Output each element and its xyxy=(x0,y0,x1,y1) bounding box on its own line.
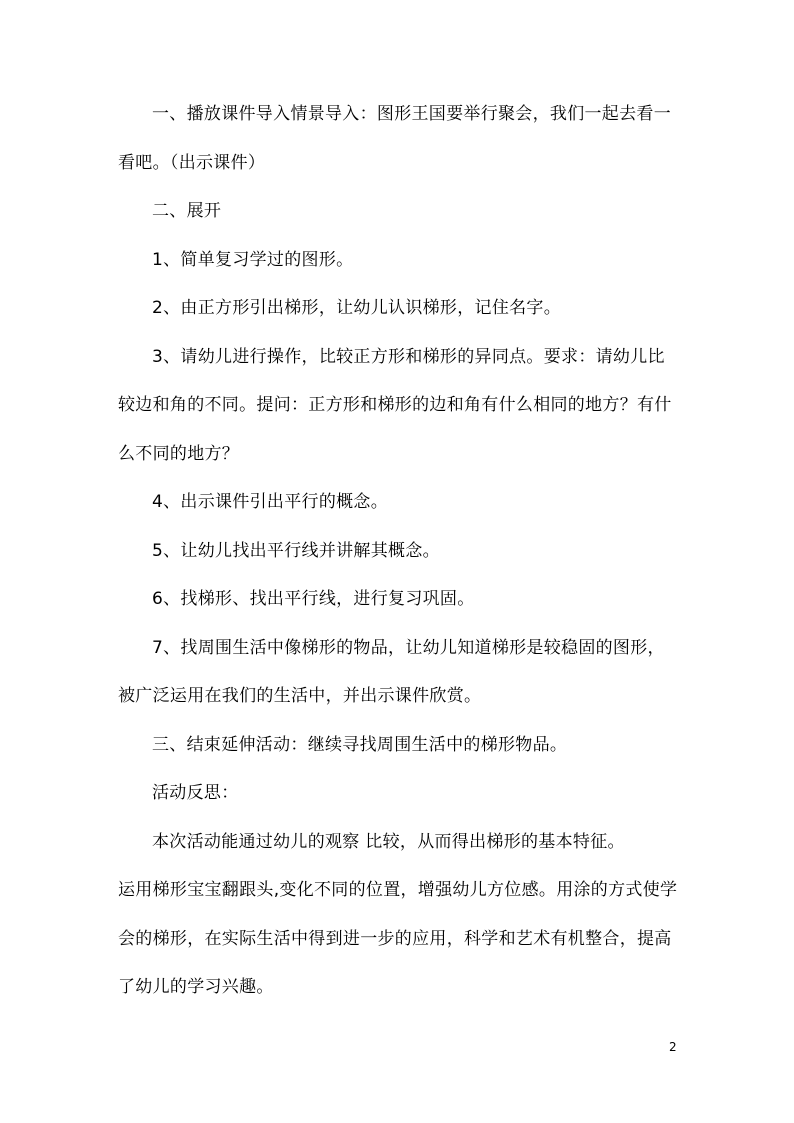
page-number: 2 xyxy=(669,1040,677,1054)
paragraph-intro: 一、播放课件导入情景导入：图形王国要举行聚会，我们一起去看一看吧。（出示课件） xyxy=(118,104,671,173)
step-1: 1、简单复习学过的图形。 xyxy=(152,249,354,270)
heading-reflection: 活动反思： xyxy=(152,783,239,803)
step-2: 2、由正方形引出梯形，让幼儿认识梯形，记住名字。 xyxy=(152,298,562,318)
step-3: 3、请幼儿进行操作，比较正方形和梯形的异同点。要求：请幼儿比较边和角的不同。提问：正方形和梯形的边和角有什么相同的地方？有什么不同的地方？ xyxy=(118,346,672,464)
step-5: 5、让幼儿找出平行线并讲解其概念。 xyxy=(152,540,440,561)
heading-expand: 二、展开 xyxy=(152,201,222,221)
reflection-line-1: 本次活动能通过幼儿的观察 比较，从而得出梯形的基本特征。 xyxy=(152,831,625,852)
step-7: 7、找周围生活中像梯形的物品，让幼儿知道梯形是较稳固的图形，被广泛运用在我们的生活中，并出示课件欣赏。 xyxy=(118,637,665,706)
reflection-line-2: 运用梯形宝宝翻跟头,变化不同的位置，增强幼儿方位感。用涂的方式使学会的梯形，在实际生活中得到进一步的应用，科学和艺术有机整合，提高了幼儿的学习兴趣。 xyxy=(118,880,678,997)
document-body xyxy=(118,90,678,1012)
step-6: 6、找梯形、找出平行线，进行复习巩固。 xyxy=(152,589,475,609)
heading-conclusion: 三、结束延伸活动：继续寻找周围生活中的梯形物品。 xyxy=(152,734,568,755)
step-4: 4、出示课件引出平行的概念。 xyxy=(152,492,389,512)
